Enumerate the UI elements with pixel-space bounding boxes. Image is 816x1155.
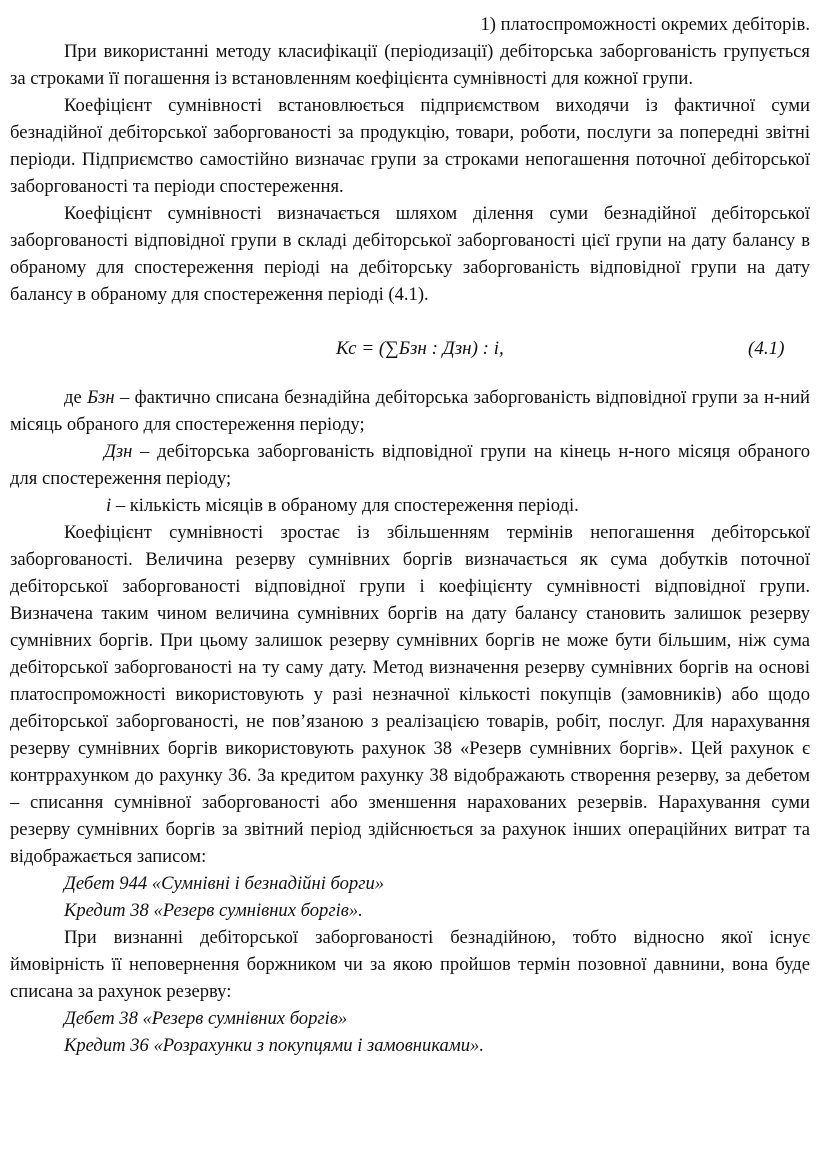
entry-credit-38: Кредит 38 «Резерв сумнівних боргів». xyxy=(64,900,363,921)
paragraph-bad-debt-writeoff: При визнанні дебіторської заборгованості безнадійною, тобто відносно якої існує ймовірність її неповернення боржником чи за якою пройшов термін позовної давнини, вона буде списана за рахунок резерву: xyxy=(10,927,810,1002)
symbol-bzn: Бзн xyxy=(87,387,115,408)
definition-bzn xyxy=(10,384,810,438)
formula-expression: Кс = (∑Бзн : Дзн) : і, xyxy=(336,338,504,359)
definition-prefix: де xyxy=(64,387,88,408)
entry-credit-36: Кредит 36 «Розрахунки з покупцями і замовниками». xyxy=(64,1035,484,1056)
definition-i xyxy=(10,492,810,519)
definition-dzn xyxy=(10,438,810,492)
paragraph-reserve-accounting: Коефіцієнт сумнівності зростає із збільшенням термінів непогашення дебіторської заборгованості. Величина резерву сумнівних боргів визначається як сума добутків поточної дебіторської заборгованості відповідної групи і коефіцієнту сумнівності відповідної групи. Визначена таким чином величина сумнівних боргів на дату балансу становить залишок резерву сумнівних боргів. При цьому залишок резерву сумнівних боргів не може бути більшим, ніж сума дебіторської заборгованості на ту саму дату. Метод визначення резерву сумнівних боргів на основі платоспроможності використовують у разі незначної кількості покупців (замовників) або щодо дебіторської заборгованості, не пов’язаною з реалізацією товарів, робіт, послуг. Для нарахування резерву сумнівних боргів використовують рахунок 38 «Резерв сумнівних боргів». Цей рахунок є контррахунком до рахунку 36. За кредитом рахунку 38 відображають створення резерву, за дебетом – списання сумнівної заборгованості або зменшення нарахованих резервів. Нарахування суми резерву сумнівних боргів за звітний період здійснюється за рахунок інших операційних витрат та відображається записом: xyxy=(10,522,810,867)
paragraph-doubtfulness-coefficient-calculation: Коефіцієнт сумнівності визначається шляхом ділення суми безнадійної дебіторської заборгованості відповідної групи в складі дебіторської заборгованості цієї групи на дату балансу в обраному для спостереження періоді на дебіторську заборгованість відповідної групи на дату балансу в обраному для спостереження періоді (4.1). xyxy=(10,203,810,305)
list-item-solvency: 1) платоспроможності окремих дебіторів. xyxy=(480,14,810,35)
symbol-dzn: Дзн xyxy=(104,441,133,462)
entry-debit-38: Дебет 38 «Резерв сумнівних боргів» xyxy=(64,1008,348,1029)
formula-number: (4.1) xyxy=(748,338,785,359)
symbol-i: і xyxy=(106,495,112,516)
definition-dzn-text: – дебіторська заборгованість відповідної групи на кінець н-ного місяця обраного для спостереження періоду; xyxy=(10,441,810,489)
formula-4-1 xyxy=(10,322,810,376)
definition-bzn-text: – фактично списана безнадійна дебіторська заборгованість відповідної групи за н-ний місяць обраного для спостереження періоду; xyxy=(10,387,810,435)
entry-debit-944: Дебет 944 «Сумнівні і безнадійні борги» xyxy=(64,873,385,894)
paragraph-classification-method: При використанні методу класифікації (періодизації) дебіторська заборгованість групується за строками її погашення із встановленням коефіцієнта сумнівності для кожної групи. xyxy=(10,41,810,89)
definition-i-text: – кількість місяців в обраному для спостереження періоді. xyxy=(111,495,579,516)
paragraph-doubtfulness-coefficient-setting: Коефіцієнт сумнівності встановлюється підприємством виходячи із фактичної суми безнадійної дебіторської заборгованості за продукцію, товари, роботи, послуги за попередні звітні періоди. Підприємство самостійно визначає групи за строками непогашення поточної дебіторської заборгованості та періоди спостереження. xyxy=(10,95,810,197)
